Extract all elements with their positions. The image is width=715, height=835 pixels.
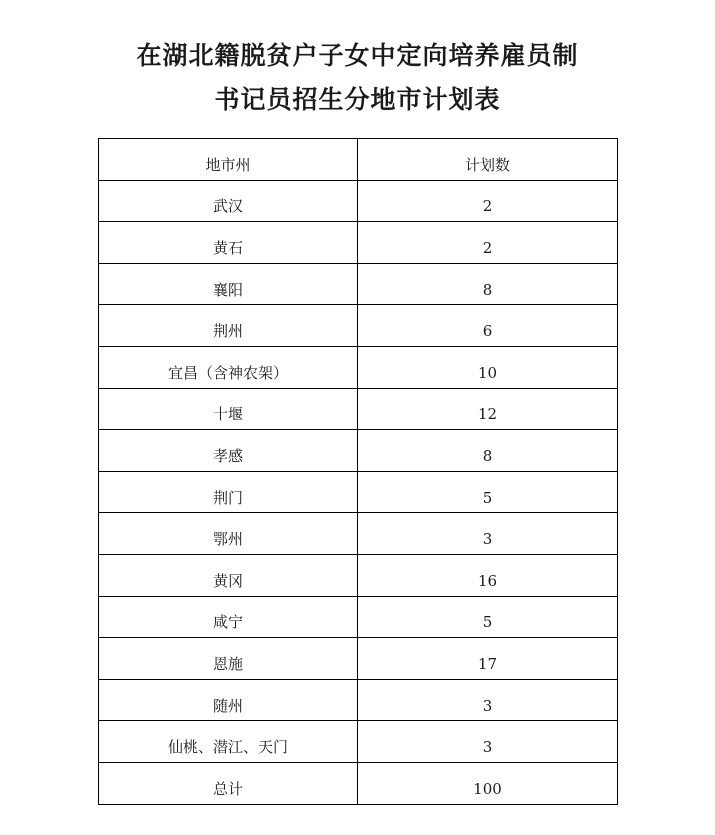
table-row: [99, 430, 618, 472]
header-plan: [358, 139, 618, 181]
table-row: [99, 471, 618, 513]
region-text: 鄂州: [212, 530, 243, 549]
table-row: [99, 222, 618, 264]
plan-text: 5: [482, 488, 493, 507]
table-row: [99, 180, 618, 222]
table-row: [99, 388, 618, 430]
enrollment-plan-table: [98, 138, 618, 805]
region-cell: [99, 596, 358, 638]
table-row: [99, 721, 618, 763]
region-cell: [99, 679, 358, 721]
page-title-line-2: 书记员招生分地市计划表: [214, 85, 501, 114]
plan-text: 2: [482, 238, 493, 257]
plan-text: 8: [482, 446, 493, 465]
plan-cell: [358, 263, 618, 305]
region-text: 恩施: [212, 654, 243, 673]
plan-text: 3: [482, 696, 493, 715]
total-label: 总计: [212, 779, 243, 798]
plan-text: 3: [482, 738, 493, 757]
table-row: [99, 638, 618, 680]
plan-text: 2: [482, 197, 493, 216]
plan-text: 17: [477, 654, 498, 673]
region-cell: [99, 554, 358, 596]
region-cell: [99, 430, 358, 472]
region-text: 十堰: [212, 405, 243, 424]
table-row: [99, 513, 618, 555]
plan-cell: [358, 596, 618, 638]
region-cell: [99, 305, 358, 347]
region-cell: [99, 388, 358, 430]
table-total-row: [99, 762, 618, 804]
plan-cell: [358, 180, 618, 222]
plan-text: 3: [482, 530, 493, 549]
total-value: 100: [473, 779, 502, 798]
plan-cell: [358, 222, 618, 264]
page-title-line-1: 在湖北籍脱贫户子女中定向培养雇员制: [136, 41, 579, 70]
region-text: 随州: [212, 696, 243, 715]
table-row: [99, 679, 618, 721]
region-cell: [99, 721, 358, 763]
table-row: [99, 554, 618, 596]
region-cell: [99, 180, 358, 222]
header-region: [99, 139, 358, 181]
plan-text: 10: [477, 363, 498, 382]
region-text: 黄石: [212, 238, 243, 257]
region-text: 荆门: [212, 488, 243, 507]
table-row: [99, 263, 618, 305]
plan-text: 6: [482, 322, 493, 341]
plan-text: 8: [482, 280, 493, 299]
plan-cell: [358, 388, 618, 430]
table-row: [99, 305, 618, 347]
region-text: 孝感: [212, 446, 243, 465]
table-row: [99, 596, 618, 638]
plan-text: 12: [477, 405, 498, 424]
header-plan-label: 计划数: [464, 155, 510, 174]
region-cell: [99, 346, 358, 388]
region-text: 黄冈: [212, 571, 243, 590]
header-region-label: 地市州: [205, 155, 251, 174]
region-cell: [99, 222, 358, 264]
plan-cell: [358, 430, 618, 472]
table-header-row: [99, 139, 618, 181]
region-text: 武汉: [212, 197, 243, 216]
region-cell: [99, 471, 358, 513]
region-cell: [99, 263, 358, 305]
region-text: 襄阳: [212, 280, 243, 299]
plan-cell: [358, 554, 618, 596]
region-text: 咸宁: [212, 613, 243, 632]
plan-text: 16: [477, 571, 498, 590]
plan-cell: [358, 721, 618, 763]
region-text: 宜昌（含神农架）: [167, 363, 288, 382]
plan-text: 5: [482, 613, 493, 632]
region-text: 荆州: [212, 322, 243, 341]
region-text: 仙桃、潜江、天门: [167, 738, 288, 757]
plan-cell: [358, 513, 618, 555]
region-cell: [99, 513, 358, 555]
plan-cell: [358, 638, 618, 680]
plan-cell: [358, 679, 618, 721]
total-label-cell: [99, 762, 358, 804]
plan-cell: [358, 471, 618, 513]
region-cell: [99, 638, 358, 680]
plan-cell: [358, 305, 618, 347]
plan-cell: [358, 346, 618, 388]
total-value-cell: [358, 762, 618, 804]
table-row: [99, 346, 618, 388]
